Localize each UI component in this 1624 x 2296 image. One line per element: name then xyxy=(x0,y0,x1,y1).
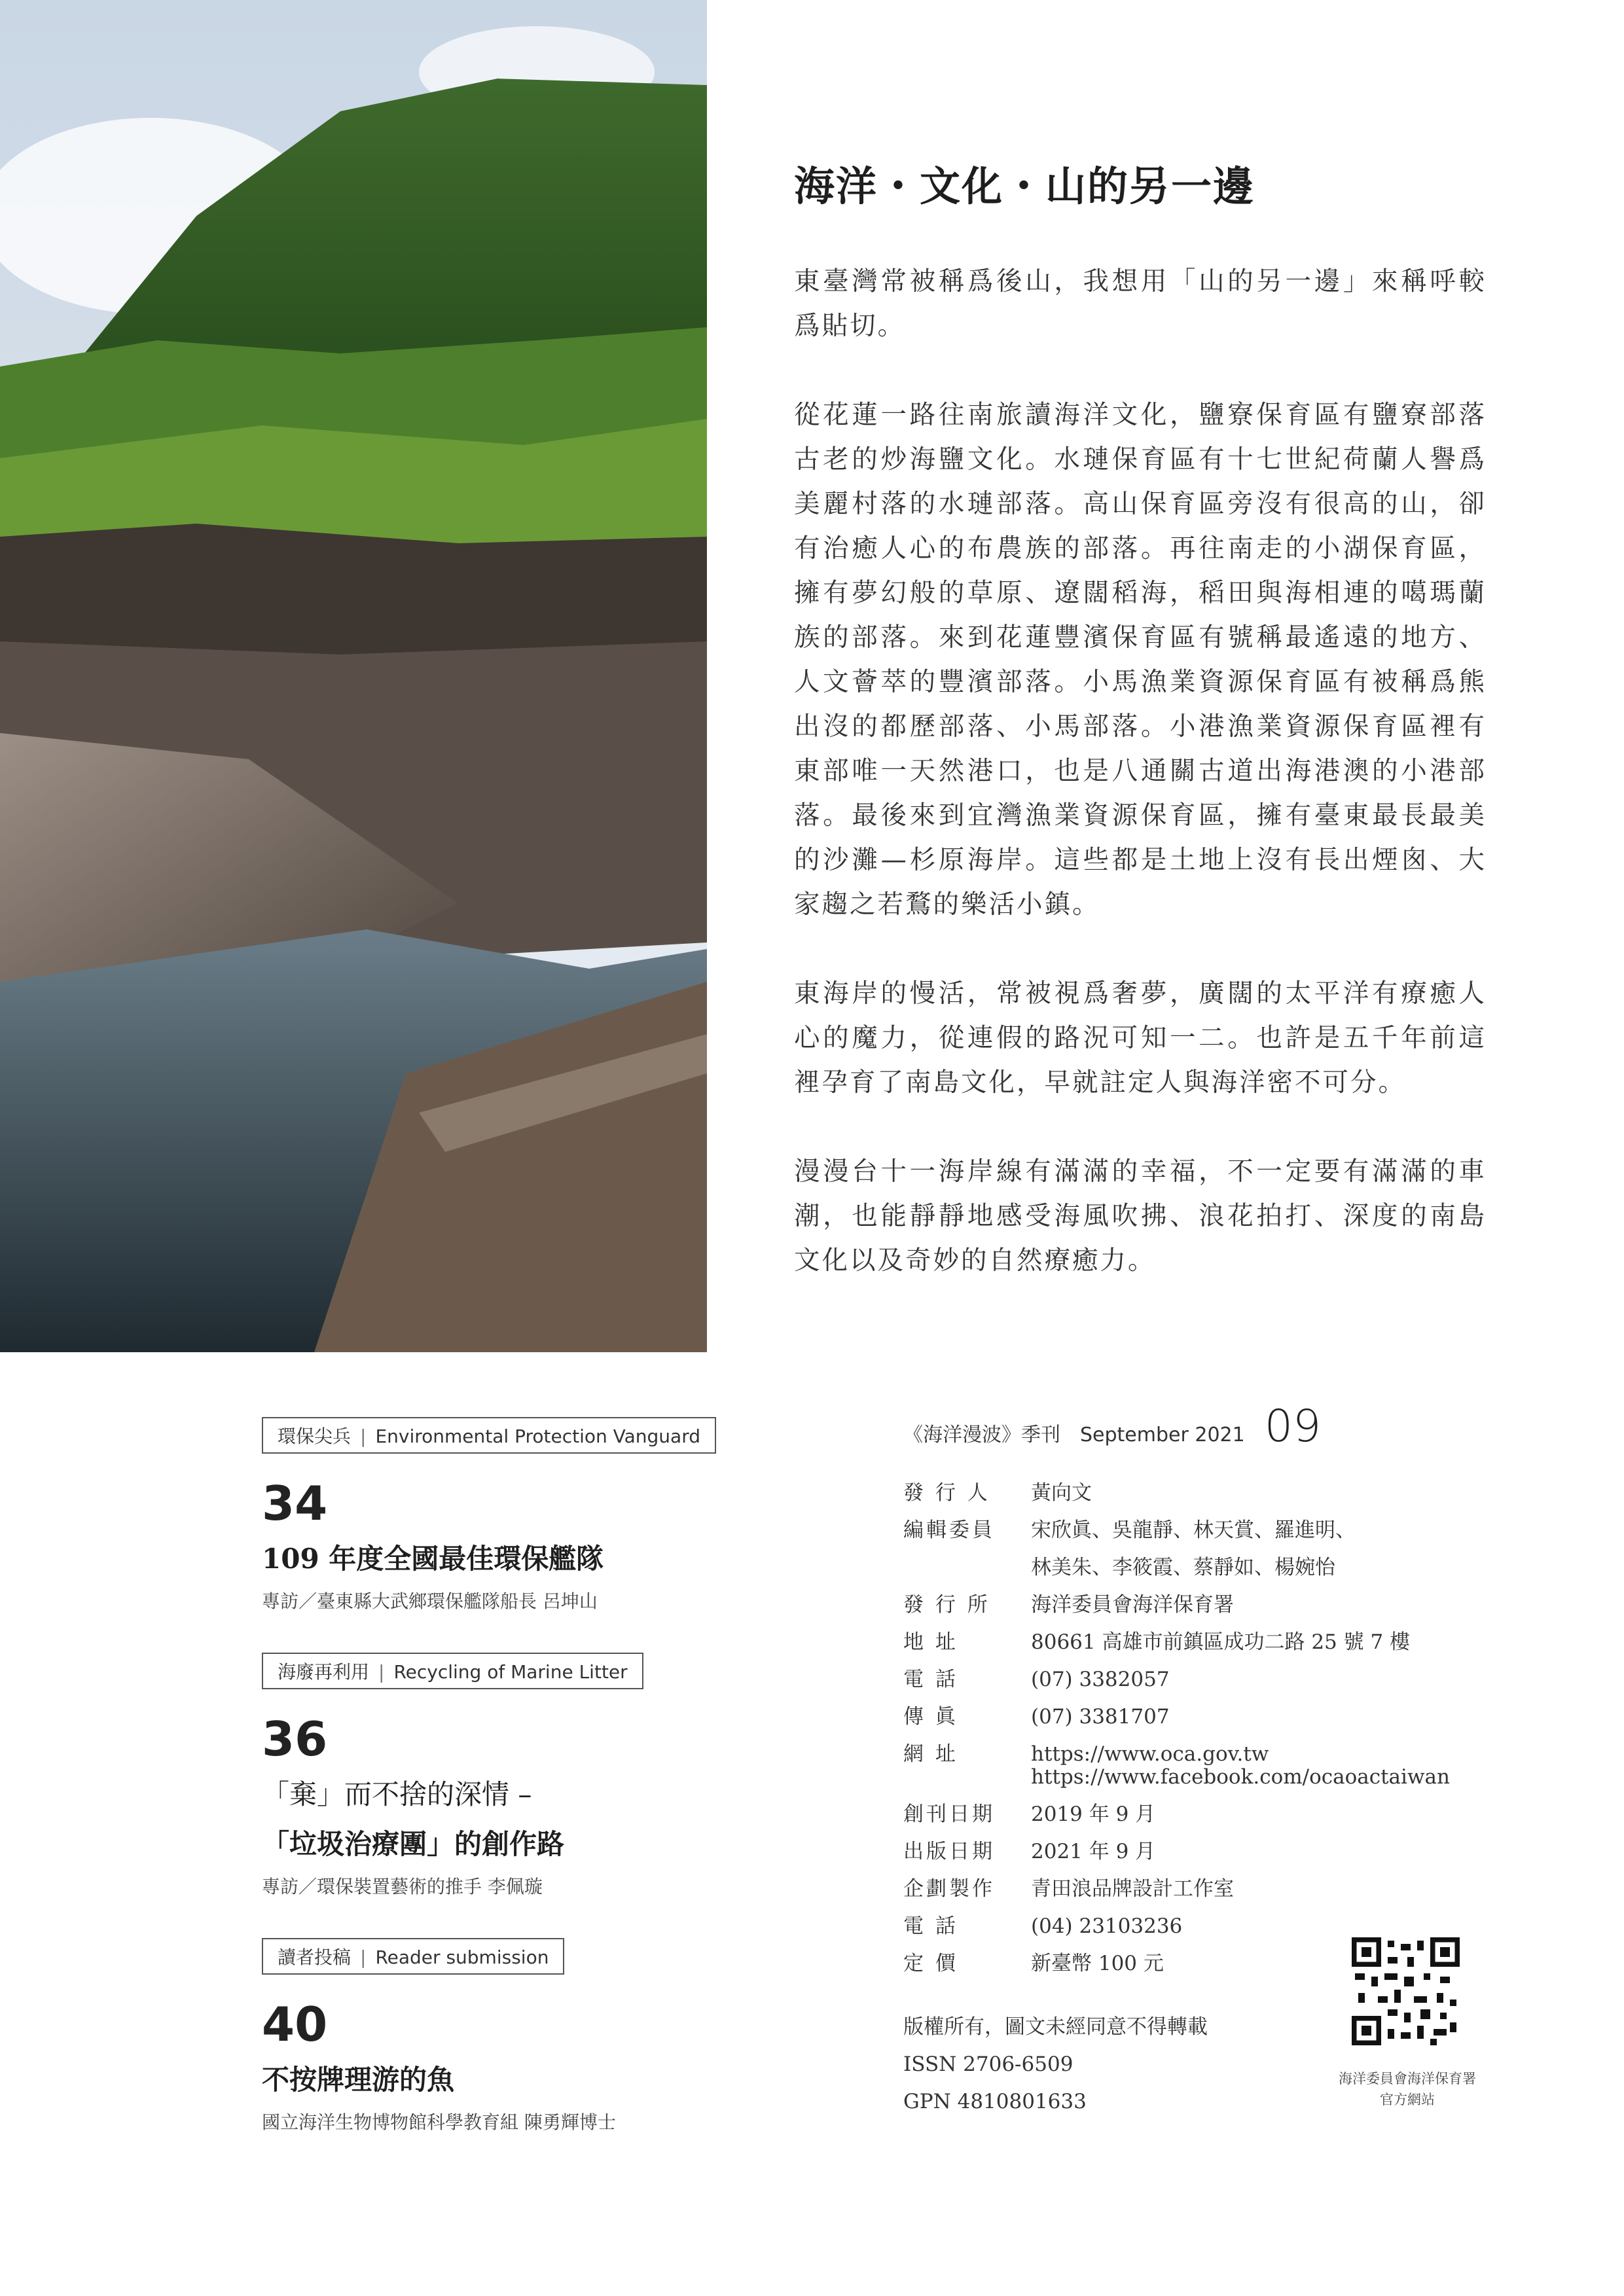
info-label: 網 址 xyxy=(903,1742,958,1766)
gpn: GPN 4810801633 xyxy=(903,2090,1087,2113)
info-label: 發 行 人 xyxy=(903,1481,990,1505)
section-tag-zh: 環保尖兵 xyxy=(278,1426,352,1447)
table-of-contents xyxy=(262,1417,720,2174)
info-label: 地 址 xyxy=(903,1630,958,1654)
article-subtitle: 專訪／臺東縣大武鄉環保艦隊船長 呂坤山 xyxy=(262,1590,598,1612)
qr-caption xyxy=(1329,2068,1486,2110)
qr-caption-line: 官方網站 xyxy=(1380,2092,1435,2108)
issue-date: September 2021 xyxy=(1080,1424,1245,1446)
page-number: 34 xyxy=(262,1476,328,1531)
info-row xyxy=(903,1624,1492,1661)
section-tag xyxy=(262,1938,564,1975)
toc-item[interactable] xyxy=(262,1938,720,2134)
section-tag-en: Reader submission xyxy=(375,1946,549,1968)
info-row xyxy=(903,1661,1492,1698)
info-value: (07) 3382057 xyxy=(1031,1668,1170,1691)
page-number: 40 xyxy=(262,1997,328,2052)
section-tag-zh: 讀者投稿 xyxy=(278,1946,352,1968)
info-value: 新臺幣 100 元 xyxy=(1031,1952,1164,1975)
info-value: 林美朱、李筱霞、蔡靜如、楊婉怡 xyxy=(1031,1556,1335,1579)
essay-title: 海洋・文化・山的另一邊 xyxy=(794,162,1255,210)
info-label-spacer xyxy=(903,1549,1031,1587)
info-label: 電 話 xyxy=(903,1668,958,1691)
info-value: (04) 23103236 xyxy=(1031,1914,1183,1938)
info-label: 電 話 xyxy=(903,1914,958,1938)
article-title: 109 年度全國最佳環保艦隊 xyxy=(262,1543,604,1575)
article-subtitle: 專訪／環保裝置藝術的推手 李佩璇 xyxy=(262,1876,543,1897)
info-row xyxy=(903,1698,1492,1736)
essay-paragraph: 東海岸的慢活，常被視爲奢夢，廣闊的太平洋有療癒人心的魔力，從連假的路況可知一二。也許是五千年前這裡孕育了南島文化，早就註定人與海洋密不可分。 xyxy=(794,978,1487,1098)
info-row xyxy=(903,1833,1492,1871)
issue-number: 09 xyxy=(1264,1401,1322,1452)
article-subtitle: 國立海洋生物博物館科學教育組 陳勇輝博士 xyxy=(262,2111,616,2133)
info-value: (07) 3381707 xyxy=(1031,1705,1170,1729)
journal-name: 《海洋漫波》季刊 xyxy=(903,1424,1060,1446)
info-row xyxy=(903,1549,1492,1587)
copyright-notice: 版權所有，圖文未經同意不得轉載 xyxy=(903,2015,1208,2039)
info-value: 80661 高雄市前鎮區成功二路 25 號 7 樓 xyxy=(1031,1630,1411,1654)
article-title-line: 「垃圾治療團」的創作路 xyxy=(262,1828,565,1860)
info-value: 黃向文 xyxy=(1031,1481,1092,1505)
info-value: 宋欣眞、吳龍靜、林天賞、羅進明、 xyxy=(1031,1518,1356,1542)
info-label: 定 價 xyxy=(903,1952,958,1975)
tag-divider: | xyxy=(360,1946,367,1968)
info-value: 青田浪品牌設計工作室 xyxy=(1031,1877,1234,1901)
info-label-spacer xyxy=(903,1759,1031,1796)
essay-paragraph: 漫漫台十一海岸線有滿滿的幸福，不一定要有滿滿的車潮，也能靜靜地感受海風吹拂、浪花拍打、深度的南島文化以及奇妙的自然療癒力。 xyxy=(794,1157,1487,1276)
issn: ISSN 2706-6509 xyxy=(903,2053,1074,2076)
section-tag-en: Environmental Protection Vanguard xyxy=(375,1426,700,1447)
toc-item[interactable] xyxy=(262,1417,720,1613)
section-tag xyxy=(262,1653,643,1689)
page-number: 36 xyxy=(262,1712,328,1767)
info-label: 發 行 所 xyxy=(903,1593,990,1617)
qr-code[interactable] xyxy=(1352,1937,1460,2045)
info-value: 2019 年 9 月 xyxy=(1031,1803,1156,1826)
tag-divider: | xyxy=(378,1661,385,1683)
article-title: 不按牌理游的魚 xyxy=(262,2064,455,2096)
info-value: 2021 年 9 月 xyxy=(1031,1840,1156,1863)
info-row xyxy=(903,1587,1492,1624)
toc-item[interactable] xyxy=(262,1653,720,1899)
info-label: 編輯委員 xyxy=(903,1518,995,1542)
essay-paragraph: 東臺灣常被稱爲後山，我想用「山的另一邊」來稱呼較爲貼切。 xyxy=(794,266,1487,341)
info-row xyxy=(903,1512,1492,1549)
section-tag xyxy=(262,1417,716,1454)
info-row xyxy=(903,1871,1492,1908)
qr-caption-line: 海洋委員會海洋保育署 xyxy=(1339,2071,1476,2087)
website-link[interactable]: https://www.oca.gov.tw xyxy=(1031,1742,1269,1766)
info-label: 傳 眞 xyxy=(903,1705,958,1729)
issue-header xyxy=(903,1401,1492,1452)
article-title-line: 「棄」而不捨的深情 – xyxy=(262,1778,532,1810)
tag-divider: | xyxy=(360,1426,367,1447)
info-row xyxy=(903,1475,1492,1512)
coastal-photo xyxy=(0,0,707,1352)
info-label: 創刊日期 xyxy=(903,1803,995,1826)
info-value: 海洋委員會海洋保育署 xyxy=(1031,1593,1234,1617)
essay-paragraph: 從花蓮一路往南旅讀海洋文化，鹽寮保育區有鹽寮部落古老的炒海鹽文化。水璉保育區有十七世紀荷蘭人譽爲美麗村落的水璉部落。高山保育區旁沒有很高的山，卻有治癒人心的布農族的部落。再往南走的小湖保育區，擁有夢幻般的草原、遼闊稻海，稻田與海相連的噶瑪蘭族的部落。來到花蓮豐濱保育區有號稱最遙遠的地方、人文薈萃的豐濱部落。小馬漁業資源保育區有被稱爲熊出沒的都歷部落、小馬部落。小港漁業資源保育區裡有東部唯一天然港口，也是八通關古道出海港澳的小港部落。最後來到宜灣漁業資源保育區，擁有臺東最長最美的沙灘—杉原海岸。這些都是土地上沒有長出煙囪、大家趨之若鶩的樂活小鎮。 xyxy=(794,400,1487,920)
publication-info xyxy=(903,1475,1492,1982)
section-tag-en: Recycling of Marine Litter xyxy=(393,1661,628,1683)
essay xyxy=(794,154,1487,1327)
info-row xyxy=(903,1796,1492,1833)
section-tag-zh: 海廢再利用 xyxy=(278,1661,370,1683)
info-row xyxy=(903,1759,1492,1796)
info-label: 企劃製作 xyxy=(903,1877,995,1901)
facebook-link[interactable]: https://www.facebook.com/ocaoactaiwan xyxy=(1031,1765,1450,1789)
info-label: 出版日期 xyxy=(903,1840,995,1863)
